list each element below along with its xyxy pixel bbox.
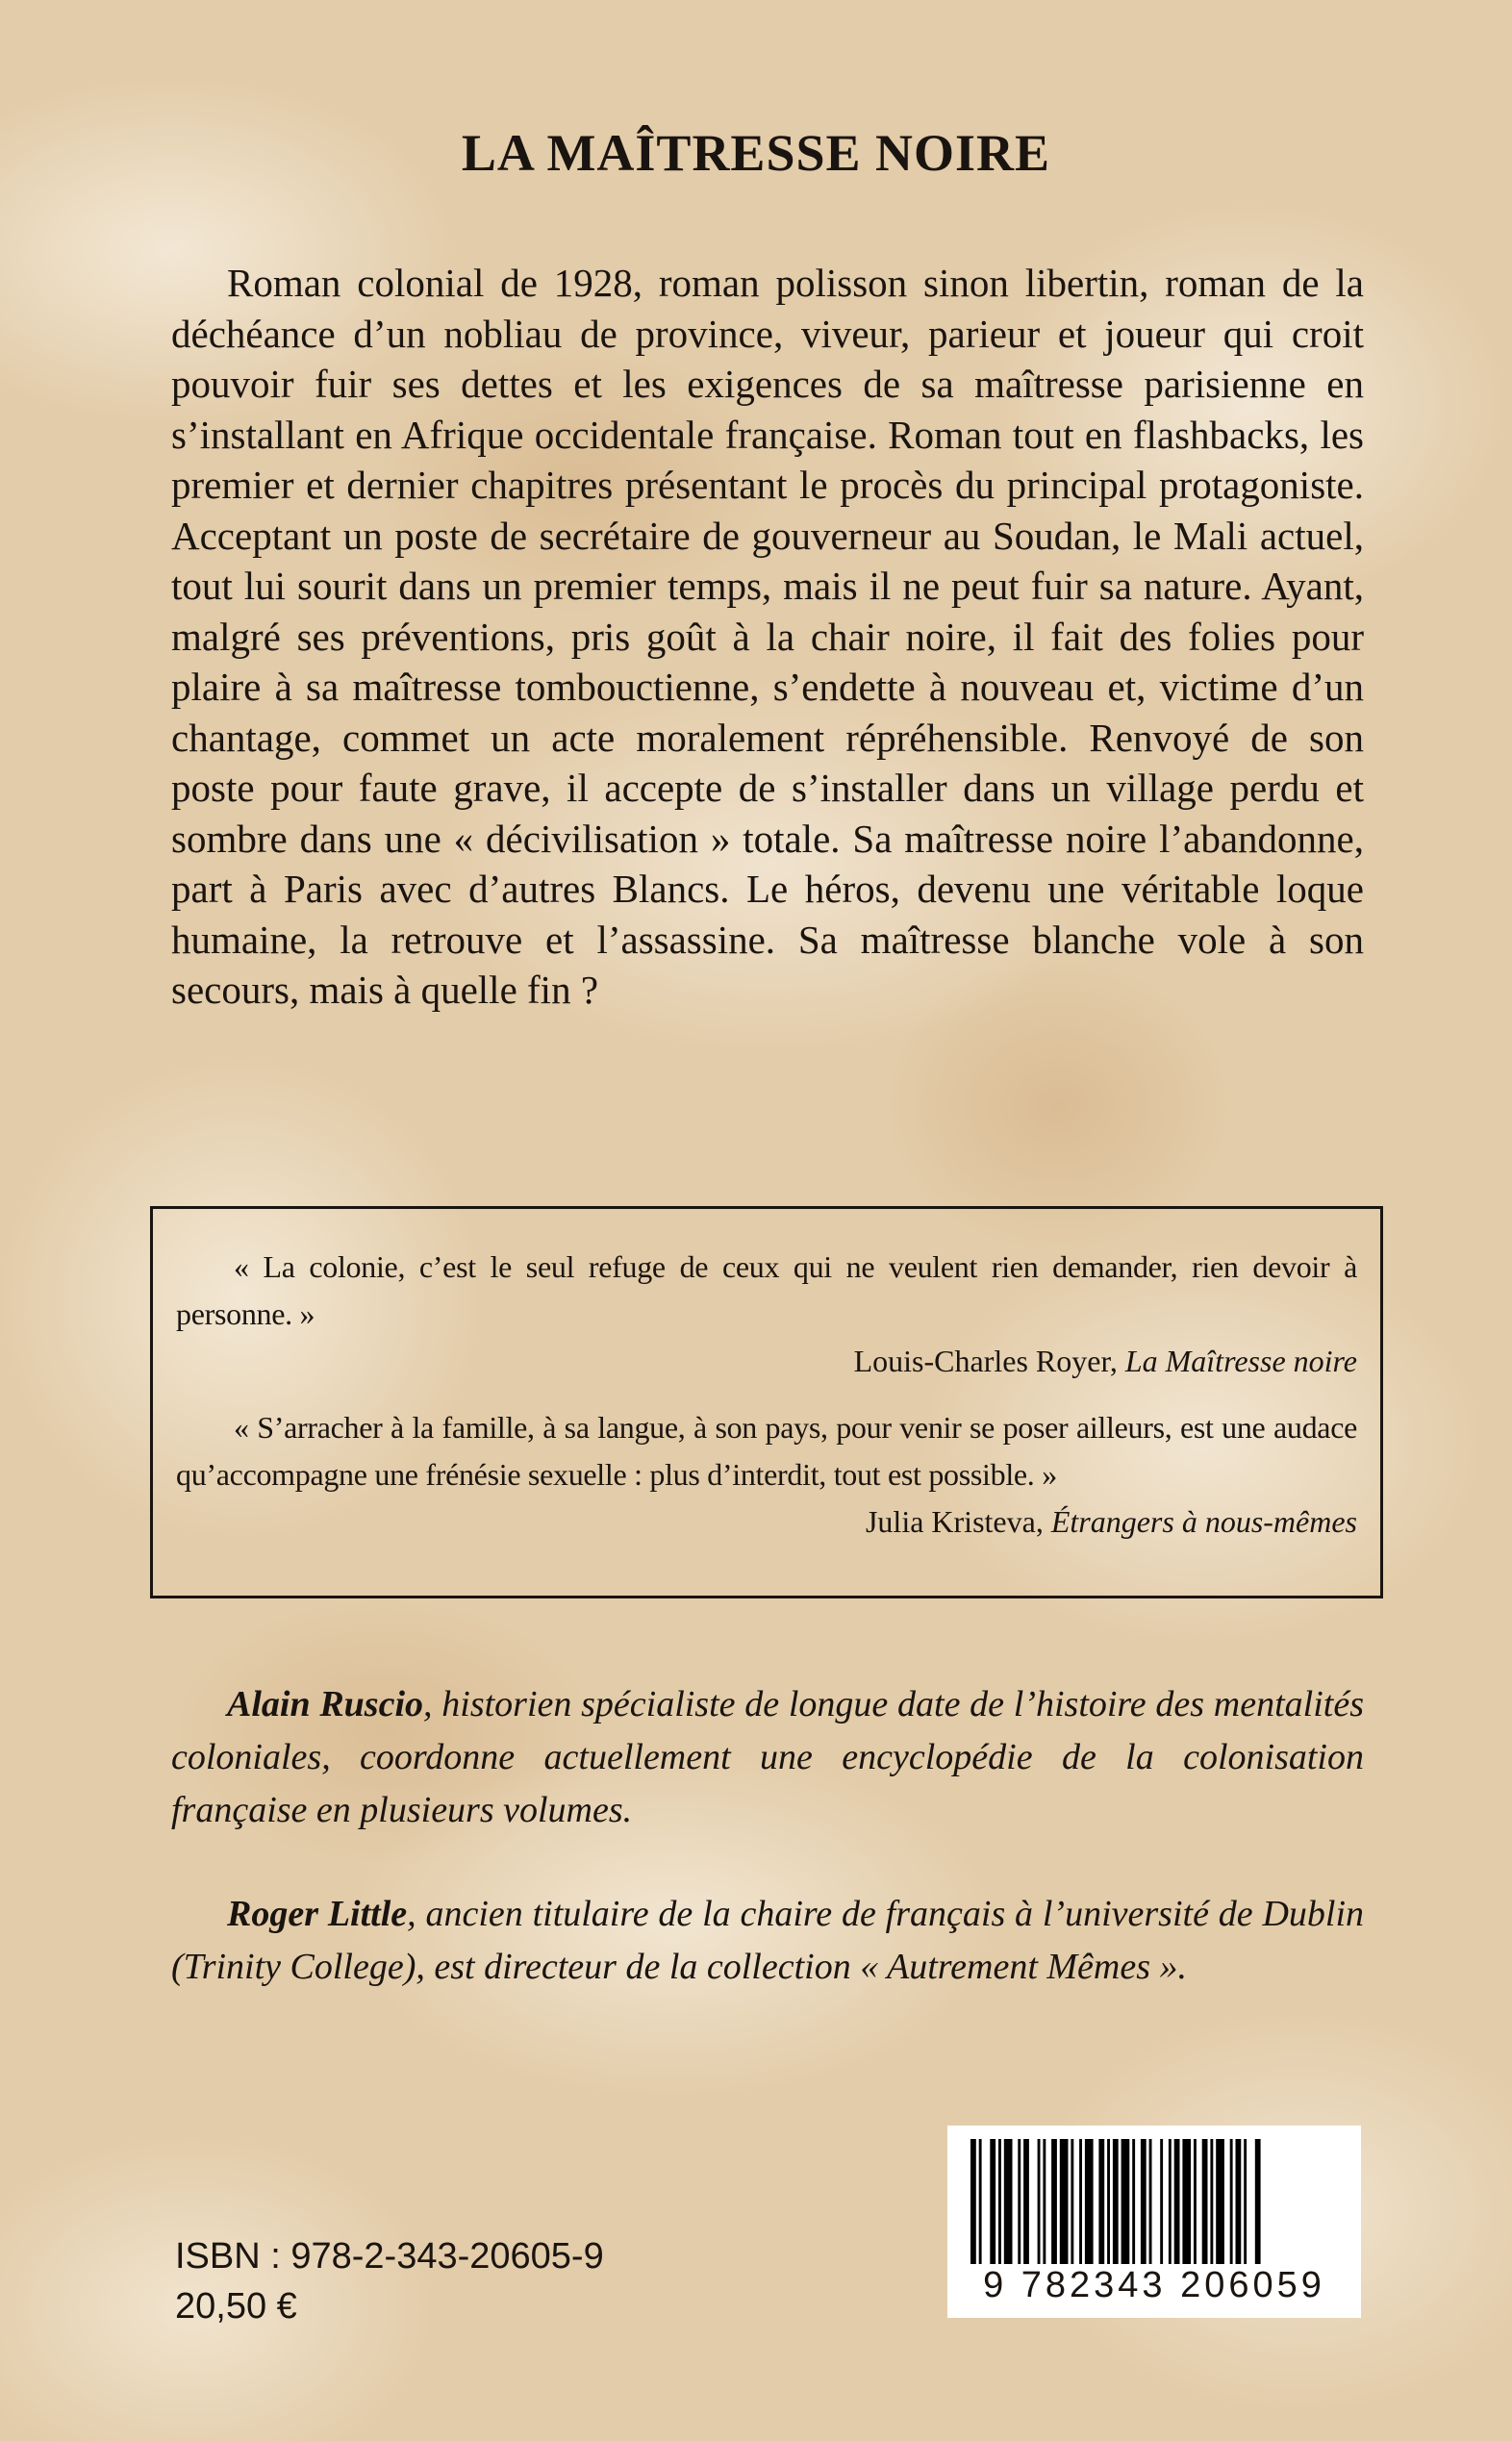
barcode-bar (1216, 2139, 1224, 2264)
barcode-bar (970, 2139, 976, 2264)
barcode-bar (1194, 2139, 1197, 2264)
barcode-bar (1149, 2139, 1152, 2264)
quote-author: Julia Kristeva, (865, 1504, 1044, 1539)
editor-bio (171, 1888, 1364, 1994)
barcode-bar (1160, 2139, 1163, 2264)
author-bio (171, 1678, 1364, 1837)
barcode-bar (990, 2139, 995, 2264)
barcode-bar (1071, 2139, 1073, 2264)
barcode-bar (1210, 2139, 1213, 2264)
barcode-bar (979, 2139, 982, 2264)
barcode-bar (1236, 2139, 1242, 2264)
barcode-bar (1121, 2139, 1130, 2264)
barcode-bars (967, 2139, 1342, 2264)
barcode-bar (1023, 2139, 1029, 2264)
barcode (947, 2126, 1361, 2318)
quote-text: « S’arracher à la famille, à sa langue, à son pays, pour venir se poser ailleurs, est une audace qu’accompagne une frénésie sexuelle : plus d’interdit, tout est possible. » (176, 1410, 1357, 1492)
barcode-bar (1107, 2139, 1110, 2264)
quote-attribution (176, 1498, 1357, 1546)
quotes-box (150, 1206, 1383, 1598)
barcode-bar (1244, 2139, 1247, 2264)
barcode-bar (1141, 2139, 1147, 2264)
quote-work: La Maîtresse noire (1124, 1344, 1357, 1378)
barcode-bar (1202, 2139, 1208, 2264)
editor-name: Roger Little (227, 1894, 408, 1934)
barcode-bar (1132, 2139, 1135, 2264)
price: 20,50 € (175, 2286, 297, 2327)
barcode-bar (1182, 2139, 1191, 2264)
quote-work: Étrangers à nous-mêmes (1050, 1504, 1357, 1539)
book-title: LA MAÎTRESSE NOIRE (461, 124, 1051, 182)
quote-attribution (176, 1338, 1357, 1385)
quote-text: « La colonie, c’est le seul refuge de ceux qui ne veulent rien demander, rien devoir à personne. » (176, 1249, 1357, 1331)
author-bio-text: , historien spécialiste de longue date de l’histoire des mentalités coloniales, coordonne actuellement une encyclopédie de la colonisation française en plusieurs volumes. (171, 1684, 1364, 1830)
barcode-bar (1060, 2139, 1069, 2264)
barcode-digits: 9 782343 206059 (983, 2265, 1325, 2305)
barcode-bar (1085, 2139, 1094, 2264)
barcode-bar (998, 2139, 1001, 2264)
editor-bio-text: , ancien titulaire de la chaire de français à l’université de Dublin (Trinity College), est directeur de la collection « Autrement Mêmes ». (171, 1894, 1364, 1987)
barcode-bar (1255, 2139, 1261, 2264)
barcode-bar (1038, 2139, 1041, 2264)
barcode-bar (1043, 2139, 1046, 2264)
barcode-bar (1230, 2139, 1233, 2264)
barcode-bar (1113, 2139, 1119, 2264)
barcode-bar (1018, 2139, 1021, 2264)
quote-author: Louis-Charles Royer, (853, 1344, 1118, 1378)
barcode-bar (1079, 2139, 1082, 2264)
barcode-bar (1169, 2139, 1172, 2264)
isbn-number: ISBN : 978-2-343-20605-9 (175, 2236, 604, 2277)
summary-paragraph: Roman colonial de 1928, roman polisson sinon libertin, roman de la déchéance d’un nobliau de province, viveur, parieur et joueur qui croit pouvoir fuir ses dettes et les exigences de sa maîtresse parisienne en s’installant en Afrique occidentale française. Roman tout en flashbacks, les premier et dernier chapitres présentant le procès du principal protagoniste. Acceptant un poste de secrétaire de gouverneur au Soudan, le Mali actuel, tout lui sourit dans un premier temps, mais il ne peut fuir sa nature. Ayant, malgré ses préventions, pris goût à la chair noire, il fait des folies pour plaire à sa maîtresse tombouctienne, s’endette à nouveau et, victime d’un chantage, commet un acte moralement répréhensible. Renvoyé de son poste pour faute grave, il accepte de s’installer dans un village perdu et sombre dans une « décivilisation » totale. Sa maîtresse noire l’abandonne, part à Paris avec d’autres Blancs. Le héros, devenu une véritable loque humaine, la retrouve et l’assassine. Sa maîtresse blanche vole à son secours, mais à quelle fin ? (171, 261, 1364, 1012)
barcode-bar (1004, 2139, 1013, 2264)
barcode-bar (1098, 2139, 1104, 2264)
author-name: Alain Ruscio (227, 1684, 424, 1724)
barcode-bar (1051, 2139, 1057, 2264)
isbn-block (175, 2231, 604, 2331)
barcode-bar (1174, 2139, 1180, 2264)
